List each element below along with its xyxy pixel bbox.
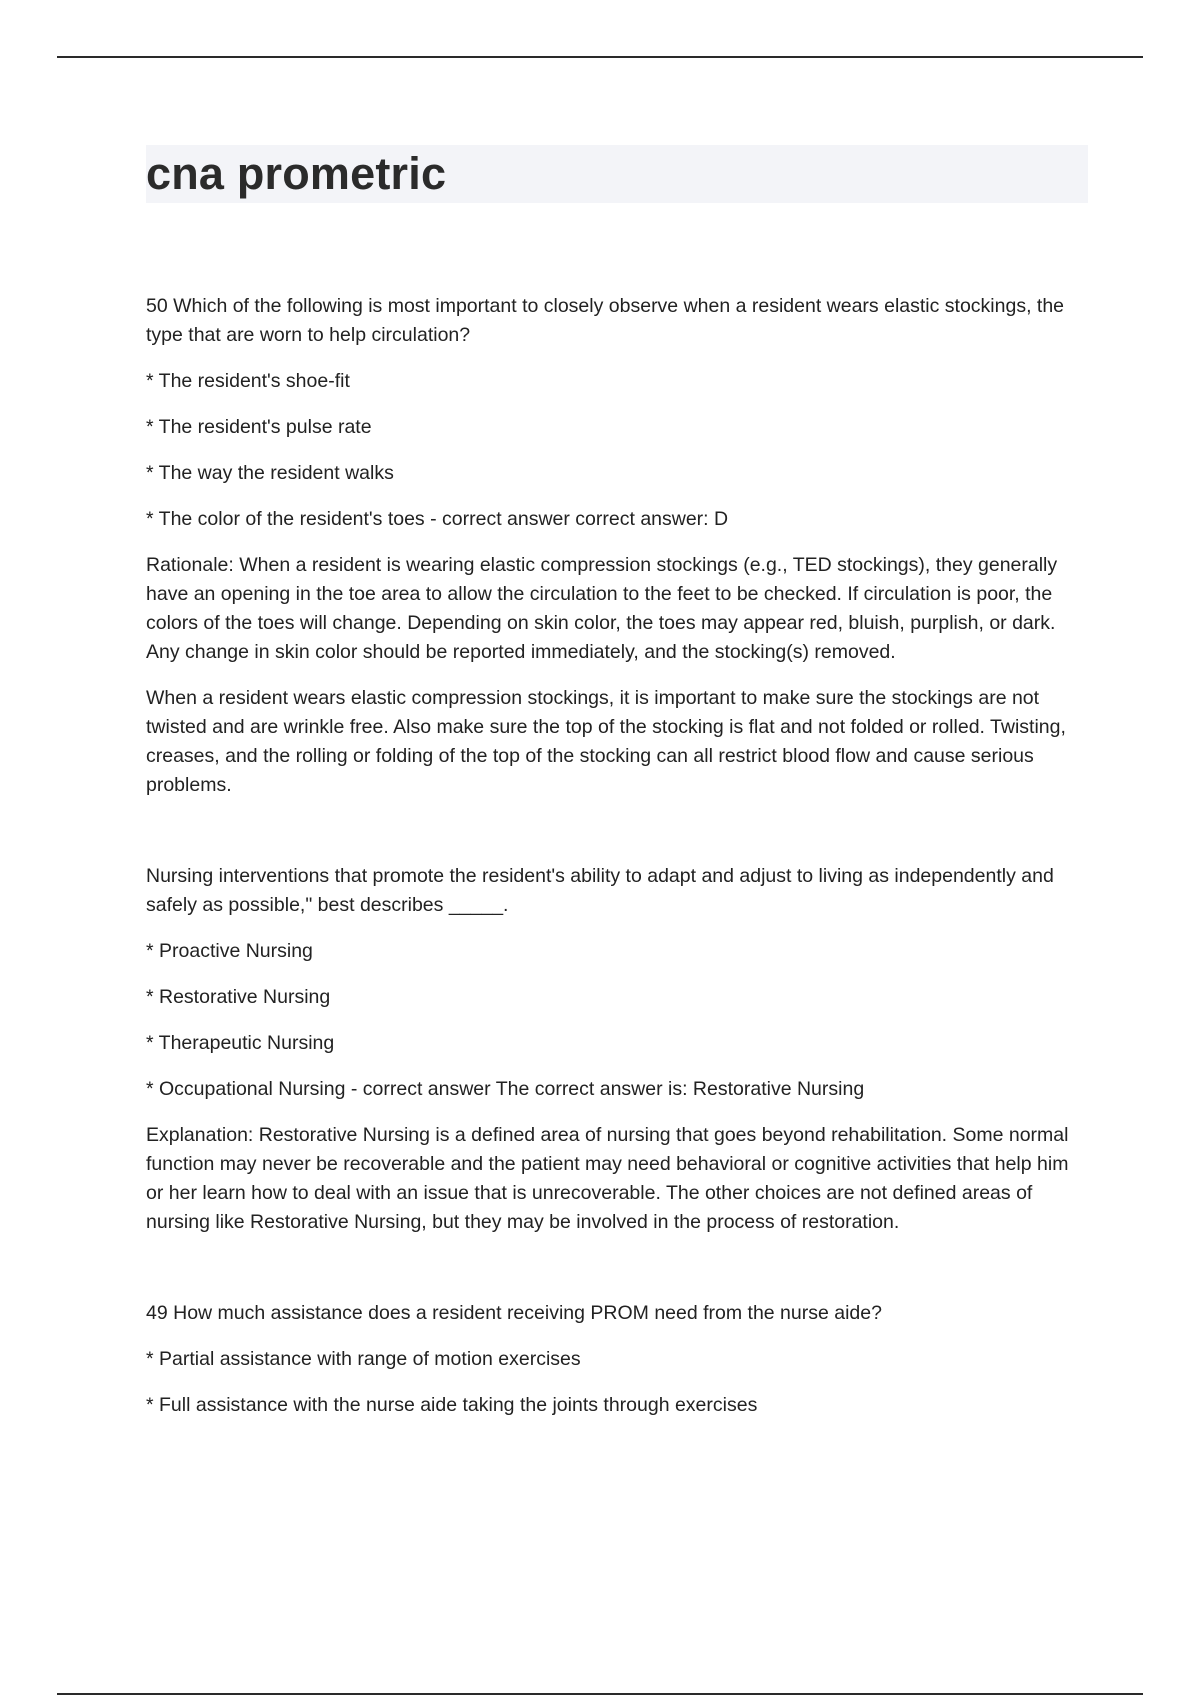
- title-banner: [146, 145, 1088, 203]
- answer-option: * Therapeutic Nursing: [146, 1032, 335, 1054]
- document-title: cna prometric: [146, 148, 447, 199]
- top-divider: [57, 56, 1143, 58]
- section-spacer: [146, 1254, 1091, 1299]
- question-block-50: [146, 292, 1091, 800]
- section-spacer: [146, 817, 1091, 862]
- rationale-paragraph: Rationale: When a resident is wearing elastic compression stockings (e.g., TED stockings), they generally have an opening in the toe area to allow the circulation to the feet to be checked. If circulation is poor, the colors of the toes will change. Depending on skin color, the toes may appear red, bluish, purplish, or dark. Any change in skin color should be reported immediately, and the stocking(s) removed.: [146, 554, 1058, 663]
- explanation-paragraph: Explanation: Restorative Nursing is a defined area of nursing that goes beyond rehabilitation. Some normal function may never be recoverable and the patient may need behavioral or cognitive activities that help him or her learn how to deal with an issue that is unrecoverable. The other choices are not defined areas of nursing like Restorative Nursing, but they may be involved in the process of restoration.: [146, 1124, 1069, 1233]
- answer-option: * Partial assistance with range of motion exercises: [146, 1348, 581, 1370]
- answer-option-correct: * The color of the resident's toes - correct answer correct answer: D: [146, 508, 729, 530]
- answer-option: * Proactive Nursing: [146, 940, 313, 962]
- question-text: Nursing interventions that promote the resident's ability to adapt and adjust to living as independently and safely as possible," best describes _____.: [146, 865, 1054, 916]
- question-block-restorative: [146, 862, 1091, 1237]
- question-block-49: [146, 1299, 1091, 1420]
- document-body: [146, 292, 1091, 1437]
- question-text: 49 How much assistance does a resident receiving PROM need from the nurse aide?: [146, 1302, 882, 1324]
- answer-option: * The resident's shoe-fit: [146, 370, 350, 392]
- answer-option: * The way the resident walks: [146, 462, 394, 484]
- question-text: 50 Which of the following is most important to closely observe when a resident wears elastic stockings, the type that are worn to help circulation?: [146, 295, 1065, 346]
- answer-option-correct: * Occupational Nursing - correct answer The correct answer is: Restorative Nursing: [146, 1078, 865, 1100]
- bottom-divider: [57, 1693, 1143, 1695]
- rationale-paragraph: When a resident wears elastic compression stockings, it is important to make sure the stockings are not twisted and are wrinkle free. Also make sure the top of the stocking is flat and not folded or rolled. Twisting, creases, and the rolling or folding of the top of the stocking can all restrict blood flow and cause serious problems.: [146, 687, 1066, 796]
- answer-option: * The resident's pulse rate: [146, 416, 372, 438]
- answer-option: * Full assistance with the nurse aide taking the joints through exercises: [146, 1394, 758, 1416]
- answer-option: * Restorative Nursing: [146, 986, 331, 1008]
